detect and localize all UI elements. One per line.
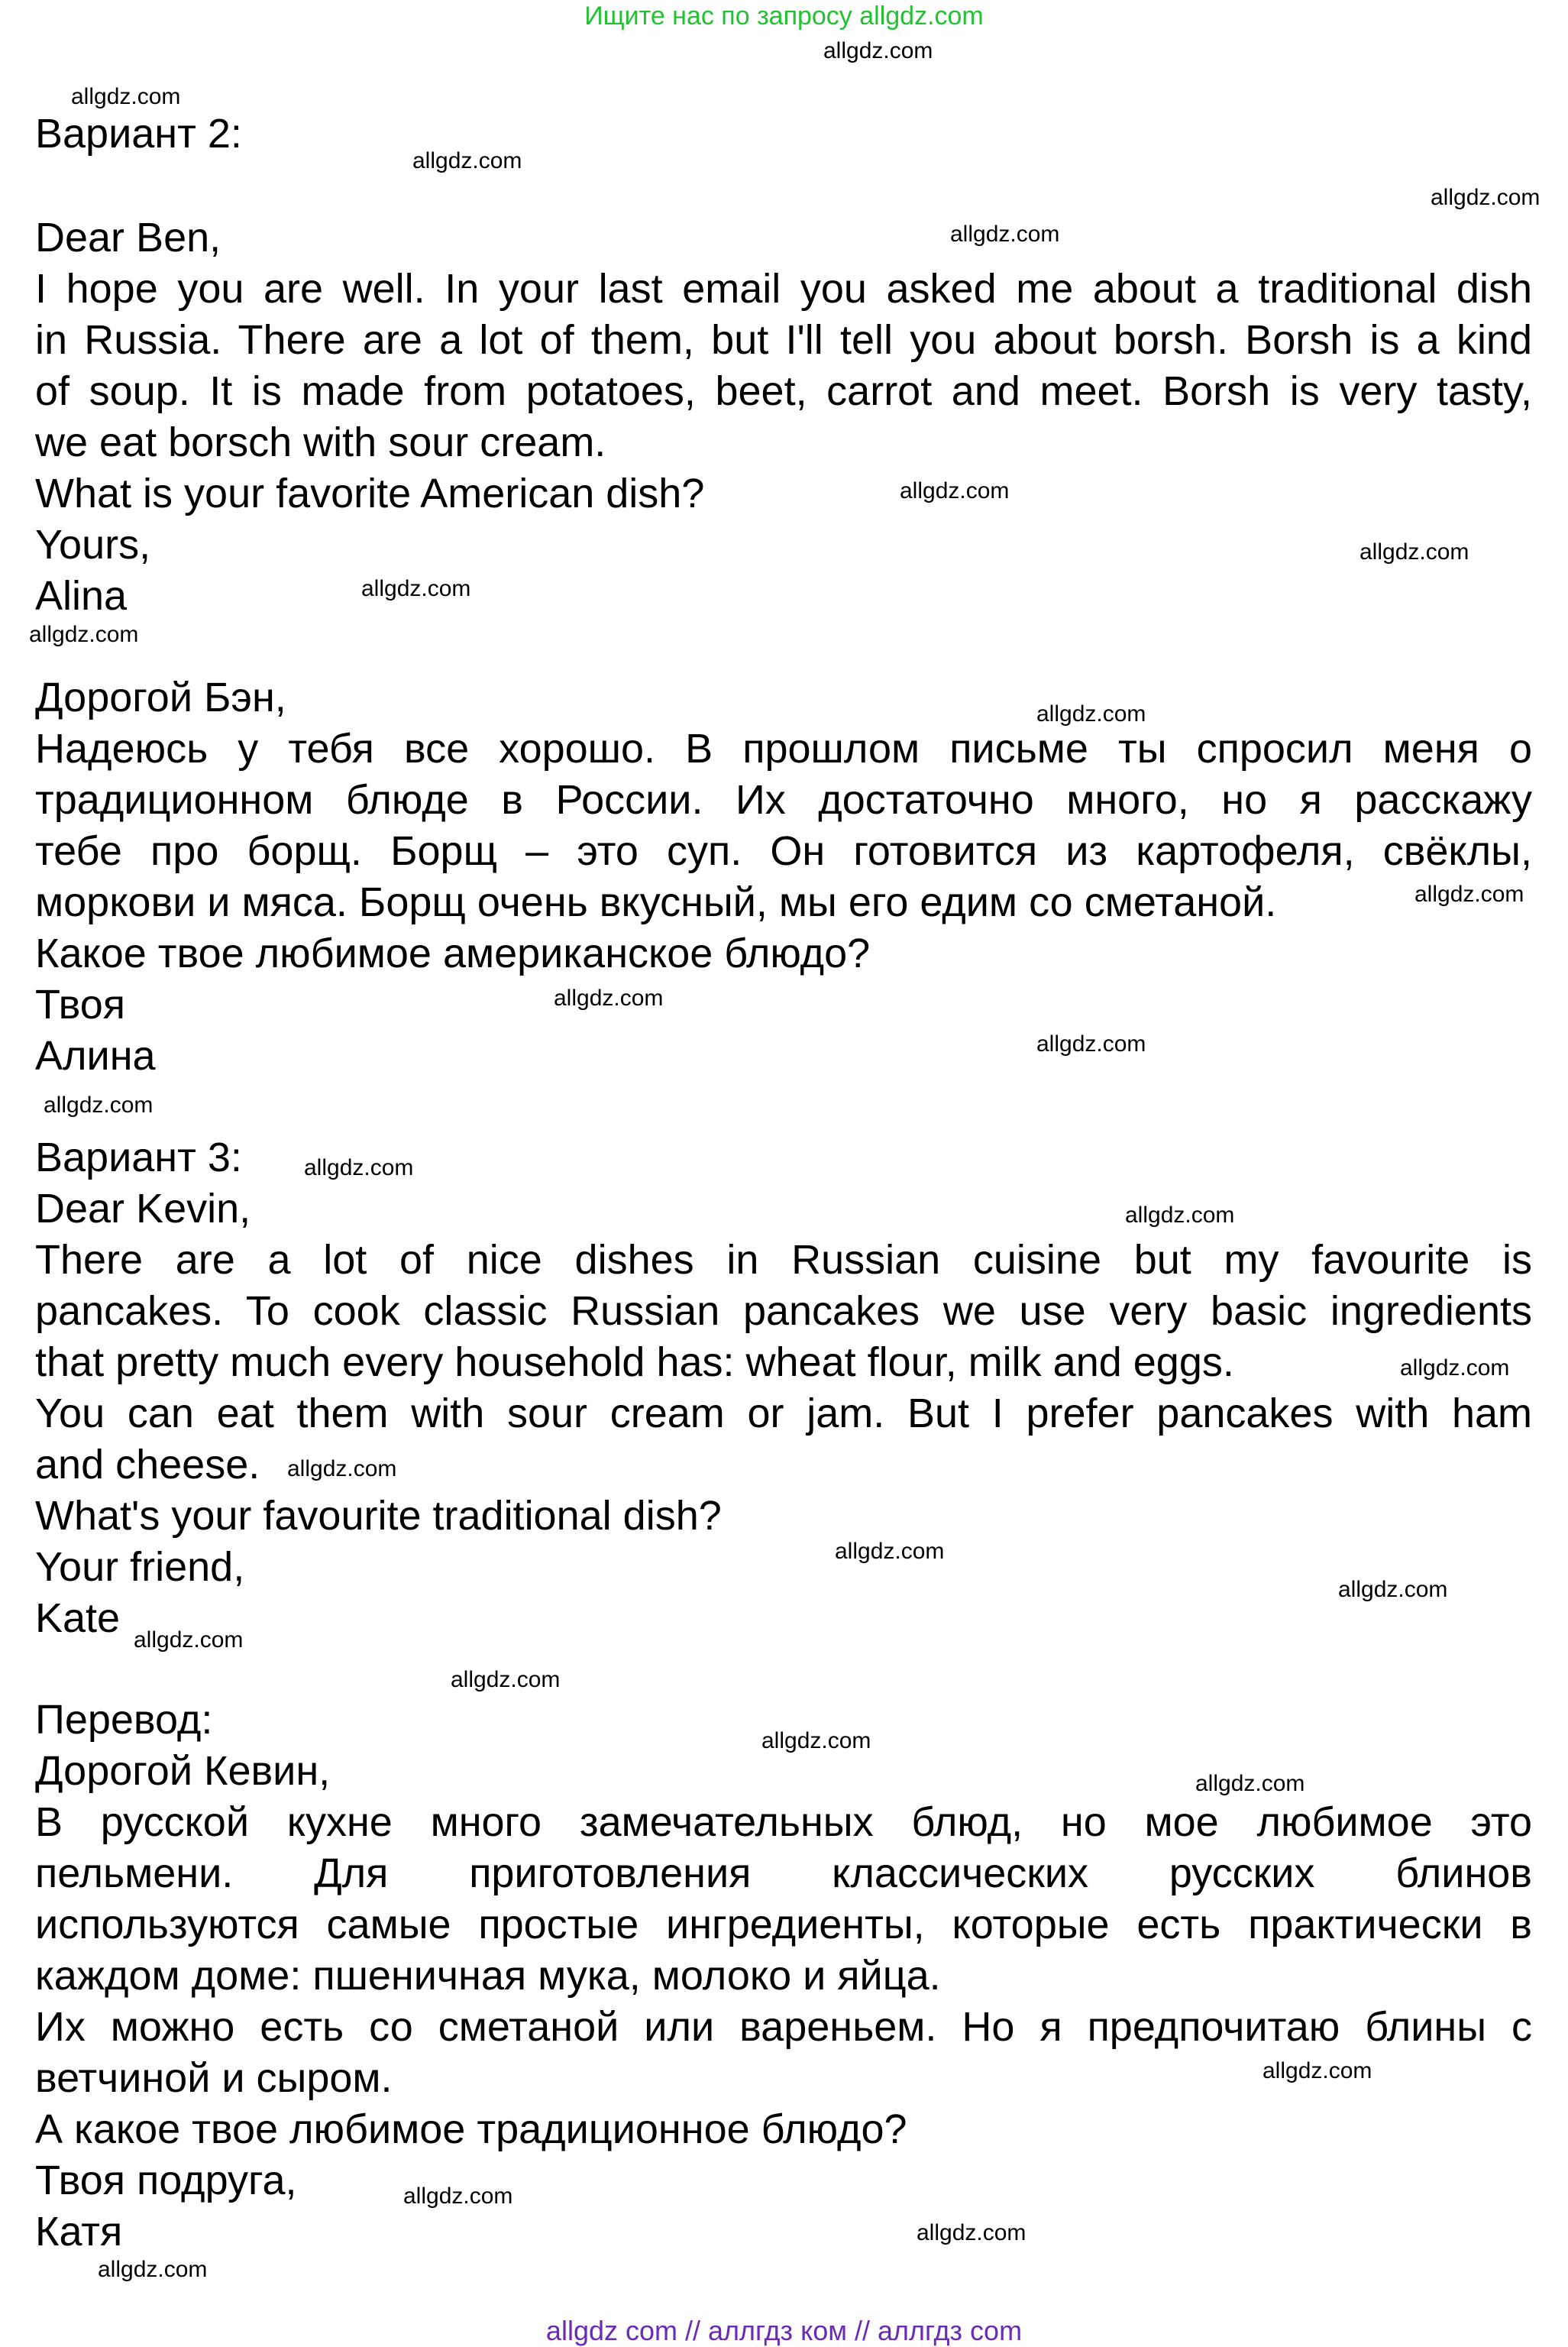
footer-links[interactable]: allgdz com // аллгдз ком // аллгдз com: [545, 2315, 1023, 2346]
watermark: allgdz.com: [71, 84, 181, 109]
body-line: pancakes. To cook classic Russian pancakes we use very basic ingredients: [35, 1288, 1532, 1334]
watermark: allgdz.com: [950, 222, 1060, 247]
body-line: тебе про борщ. Борщ – это суп. Он готовится из картофеля, свёклы,: [35, 828, 1532, 874]
body-line: You can eat them with sour cream or jam. But I prefer pancakes with ham: [35, 1390, 1532, 1436]
watermark: allgdz.com: [917, 2220, 1026, 2245]
heading-variant-2: Вариант 2:: [35, 111, 242, 157]
signature-line: Катя: [35, 2209, 123, 2255]
signature-line: Kate: [35, 1595, 121, 1641]
body-line: Надеюсь у тебя все хорошо. В прошлом письме ты спросил меня о: [35, 726, 1532, 772]
watermark: allgdz.com: [1414, 882, 1524, 907]
watermark: allgdz.com: [1125, 1203, 1235, 1228]
watermark: allgdz.com: [900, 478, 1010, 503]
greeting-line: Dear Ben,: [35, 215, 221, 261]
body-line: Какое твое любимое американское блюдо?: [35, 931, 871, 976]
greeting-line: Дорогой Бэн,: [35, 675, 286, 720]
watermark: allgdz.com: [412, 148, 522, 173]
watermark: allgdz.com: [134, 1627, 244, 1653]
watermark: allgdz.com: [1036, 701, 1146, 727]
closing-line: Yours,: [35, 522, 151, 568]
body-line: Их можно есть со сметаной или вареньем. Но я предпочитаю блины с: [35, 2004, 1532, 2050]
watermark: allgdz.com: [1338, 1577, 1448, 1602]
watermark: allgdz.com: [1431, 185, 1541, 210]
body-line: I hope you are well. In your last email you asked me about a traditional dish: [35, 266, 1532, 312]
watermark: allgdz.com: [98, 2257, 208, 2282]
closing-line: Твоя подруга,: [35, 2158, 297, 2203]
watermark: allgdz.com: [287, 1456, 397, 1481]
body-line: каждом доме: пшеничная мука, молоко и яйца.: [35, 1953, 941, 1999]
body-line: моркови и мяса. Борщ очень вкусный, мы его едим со сметаной.: [35, 879, 1277, 925]
body-line: ветчиной и сыром.: [35, 2055, 393, 2101]
heading-variant-3: Вариант 3:: [35, 1135, 242, 1180]
watermark: allgdz.com: [1262, 2058, 1372, 2083]
watermark: allgdz.com: [304, 1155, 414, 1180]
watermark: allgdz.com: [554, 986, 664, 1011]
watermark: allgdz.com: [1400, 1355, 1510, 1381]
watermark: allgdz.com: [761, 1728, 871, 1753]
body-line: используются самые простые ингредиенты, которые есть практически в: [35, 1902, 1532, 1947]
watermark: allgdz.com: [823, 38, 933, 63]
watermark: allgdz.com: [1036, 1031, 1146, 1057]
signature-line: Alina: [35, 573, 128, 619]
body-line: of soup. It is made from potatoes, beet, carrot and meet. Borsh is very tasty,: [35, 368, 1532, 414]
heading-translation: Перевод:: [35, 1697, 213, 1743]
body-line: В русской кухне много замечательных блюд, но мое любимое это: [35, 1799, 1532, 1845]
body-line: А какое твое любимое традиционное блюдо?: [35, 2106, 907, 2152]
watermark: allgdz.com: [1359, 539, 1469, 565]
watermark: allgdz.com: [1195, 1771, 1305, 1796]
closing-line: Твоя: [35, 982, 125, 1028]
signature-line: Алина: [35, 1033, 156, 1079]
body-line: and cheese.: [35, 1442, 260, 1488]
body-line: There are a lot of nice dishes in Russian cuisine but my favourite is: [35, 1237, 1532, 1283]
body-line: we eat borsch with sour cream.: [35, 419, 606, 465]
watermark: allgdz.com: [835, 1539, 945, 1564]
body-line: What's your favourite traditional dish?: [35, 1493, 722, 1539]
watermark: allgdz.com: [451, 1667, 561, 1692]
body-line: What is your favorite American dish?: [35, 471, 705, 516]
body-line: that pretty much every household has: wheat flour, milk and eggs.: [35, 1339, 1234, 1385]
watermark: allgdz.com: [29, 622, 139, 647]
body-line: in Russia. There are a lot of them, but I'll tell you about borsh. Borsh is a kind: [35, 317, 1532, 363]
watermark: allgdz.com: [44, 1093, 154, 1118]
body-line: традиционном блюде в России. Их достаточно много, но я расскажу: [35, 777, 1532, 823]
watermark: allgdz.com: [403, 2184, 513, 2209]
body-line: пельмени. Для приготовления классических русских блинов: [35, 1850, 1532, 1896]
closing-line: Your friend,: [35, 1544, 245, 1590]
greeting-line: Dear Kevin,: [35, 1186, 251, 1232]
watermark: allgdz.com: [361, 576, 471, 601]
search-banner[interactable]: Ищите нас по запросу allgdz.com: [584, 2, 984, 31]
greeting-line: Дорогой Кевин,: [35, 1748, 331, 1794]
